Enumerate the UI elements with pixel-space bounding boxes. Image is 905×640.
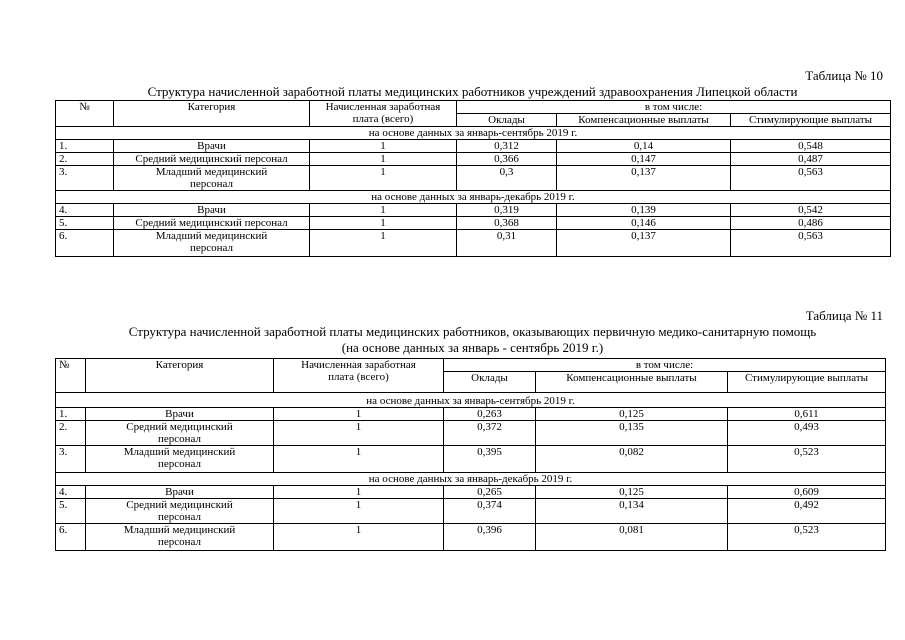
table10-header-num: № — [56, 101, 114, 127]
table11-section-row — [56, 393, 886, 408]
row-num: 3. — [56, 166, 114, 191]
table-row — [56, 204, 891, 217]
table-row — [56, 408, 886, 421]
row-category: Младший медицинский персонал — [114, 230, 310, 257]
row-total: 1 — [310, 153, 457, 166]
table10-section-label: на основе данных за январь-декабрь 2019 г. — [56, 191, 891, 204]
table11-header-row — [56, 359, 886, 372]
row-total: 1 — [310, 166, 457, 191]
row-total: 1 — [310, 217, 457, 230]
table11-header-including: в том числе: — [444, 359, 886, 372]
row-stim: 0,487 — [731, 153, 891, 166]
table-row — [56, 153, 891, 166]
row-comp: 0,137 — [557, 230, 731, 257]
table11-header-salary: Оклады — [444, 372, 536, 393]
row-total: 1 — [310, 230, 457, 257]
row-num: 6. — [56, 230, 114, 257]
row-comp: 0,125 — [536, 486, 728, 499]
row-stim: 0,563 — [731, 230, 891, 257]
table10-section-label: на основе данных за январь-сентябрь 2019 г. — [56, 127, 891, 140]
table11-header-comp: Компенсационные выплаты — [536, 372, 728, 393]
row-salary: 0,396 — [444, 524, 536, 551]
row-num: 6. — [56, 524, 86, 551]
row-num: 1. — [56, 408, 86, 421]
row-category: Младший медицинский персонал — [86, 524, 274, 551]
row-comp: 0,082 — [536, 446, 728, 473]
row-num: 4. — [56, 204, 114, 217]
table10-header-category: Категория — [114, 101, 310, 127]
table-row — [56, 217, 891, 230]
row-comp: 0,146 — [557, 217, 731, 230]
row-num: 2. — [56, 153, 114, 166]
row-comp: 0,134 — [536, 499, 728, 524]
table-row — [56, 446, 886, 473]
table10-header-including: в том числе: — [457, 101, 891, 114]
table11-section-label: на основе данных за январь-сентябрь 2019 г. — [56, 393, 886, 408]
row-salary: 0,366 — [457, 153, 557, 166]
table11-number: Таблица № 11 — [805, 308, 883, 323]
row-comp: 0,137 — [557, 166, 731, 191]
row-salary: 0,265 — [444, 486, 536, 499]
row-stim: 0,493 — [728, 421, 886, 446]
row-category: Средний медицинский персонал — [114, 153, 310, 166]
row-stim: 0,548 — [731, 140, 891, 153]
table10-section-row — [56, 191, 891, 204]
table-row — [56, 421, 886, 446]
row-total: 1 — [274, 486, 444, 499]
row-salary: 0,312 — [457, 140, 557, 153]
table11 — [55, 358, 886, 551]
row-num: 1. — [56, 140, 114, 153]
row-category: Средний медицинский персонал — [86, 421, 274, 446]
table11-header-category: Категория — [86, 359, 274, 393]
row-total: 1 — [274, 499, 444, 524]
table10-header-salary: Оклады — [457, 114, 557, 127]
row-total: 1 — [274, 408, 444, 421]
row-total: 1 — [274, 524, 444, 551]
table10-header-stim: Стимулирующие выплаты — [731, 114, 891, 127]
row-salary: 0,319 — [457, 204, 557, 217]
table11-header-num: № — [56, 359, 86, 393]
row-stim: 0,611 — [728, 408, 886, 421]
row-comp: 0,081 — [536, 524, 728, 551]
row-comp: 0,125 — [536, 408, 728, 421]
row-category: Средний медицинский персонал — [86, 499, 274, 524]
table-row — [56, 524, 886, 551]
table-row — [56, 230, 891, 257]
row-comp: 0,135 — [536, 421, 728, 446]
row-stim: 0,563 — [731, 166, 891, 191]
table10-title: Структура начисленной заработной платы медицинских работников учреждений здравоохранения Липецкой области — [147, 84, 798, 99]
row-num: 5. — [56, 499, 86, 524]
table11-title: Структура начисленной заработной платы медицинских работников, оказывающих первичную медико-санитарную помощь — [128, 324, 817, 339]
row-category: Младший медицинский персонал — [86, 446, 274, 473]
row-total: 1 — [274, 446, 444, 473]
row-category: Врачи — [86, 486, 274, 499]
table11-header-total: Начисленная заработная плата (всего) — [274, 359, 444, 393]
row-salary: 0,372 — [444, 421, 536, 446]
table10-header-row — [56, 101, 891, 114]
table11-section-row — [56, 473, 886, 486]
row-num: 2. — [56, 421, 86, 446]
row-salary: 0,31 — [457, 230, 557, 257]
table10 — [55, 100, 891, 257]
row-stim: 0,542 — [731, 204, 891, 217]
table11-subtitle: (на основе данных за январь - сентябрь 2019 г.) — [341, 340, 604, 355]
row-stim: 0,492 — [728, 499, 886, 524]
table10-number: Таблица № 10 — [805, 68, 883, 83]
row-num: 3. — [56, 446, 86, 473]
row-num: 4. — [56, 486, 86, 499]
row-salary: 0,3 — [457, 166, 557, 191]
row-category: Младший медицинский персонал — [114, 166, 310, 191]
row-salary: 0,263 — [444, 408, 536, 421]
row-comp: 0,147 — [557, 153, 731, 166]
row-comp: 0,14 — [557, 140, 731, 153]
table-row — [56, 499, 886, 524]
row-stim: 0,609 — [728, 486, 886, 499]
table11-section-label: на основе данных за январь-декабрь 2019 г. — [56, 473, 886, 486]
row-total: 1 — [274, 421, 444, 446]
row-stim: 0,523 — [728, 446, 886, 473]
table-row — [56, 486, 886, 499]
row-comp: 0,139 — [557, 204, 731, 217]
table-row — [56, 166, 891, 191]
table10-section-row — [56, 127, 891, 140]
row-total: 1 — [310, 140, 457, 153]
row-num: 5. — [56, 217, 114, 230]
table10-header-total: Начисленная заработная плата (всего) — [310, 101, 457, 127]
row-total: 1 — [310, 204, 457, 217]
table-row — [56, 140, 891, 153]
row-category: Средний медицинский персонал — [114, 217, 310, 230]
table11-header-stim: Стимулирующие выплаты — [728, 372, 886, 393]
row-stim: 0,486 — [731, 217, 891, 230]
row-category: Врачи — [114, 204, 310, 217]
row-salary: 0,374 — [444, 499, 536, 524]
row-salary: 0,368 — [457, 217, 557, 230]
row-category: Врачи — [114, 140, 310, 153]
table10-header-comp: Компенсационные выплаты — [557, 114, 731, 127]
row-stim: 0,523 — [728, 524, 886, 551]
row-category: Врачи — [86, 408, 274, 421]
row-salary: 0,395 — [444, 446, 536, 473]
